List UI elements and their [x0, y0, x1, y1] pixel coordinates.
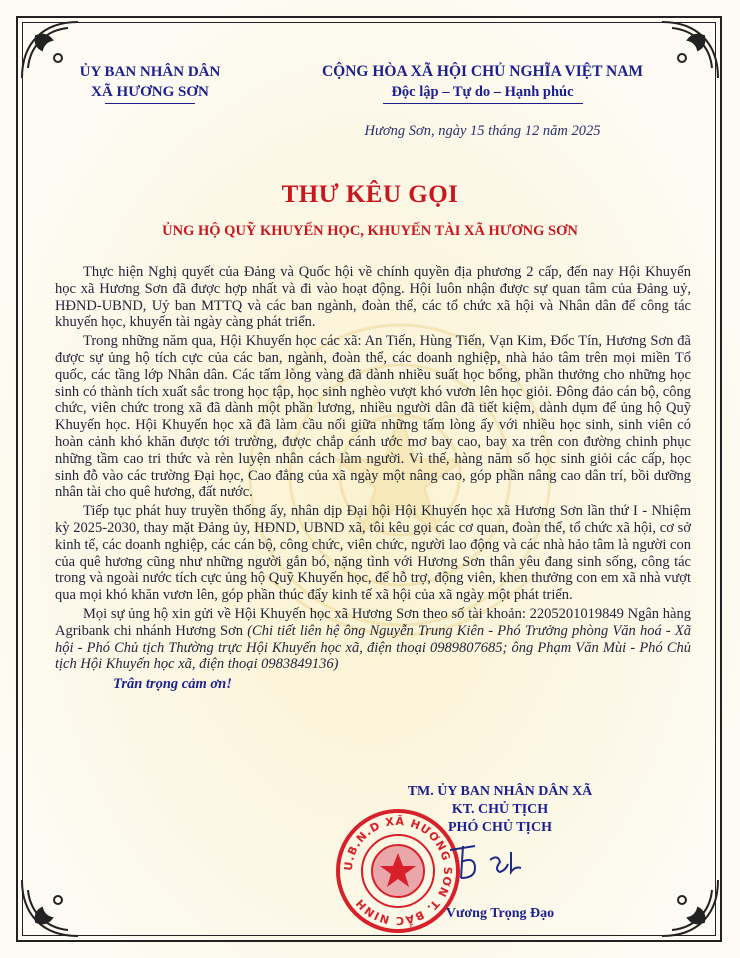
issuer-block [55, 62, 245, 104]
corner-ornament-icon [18, 868, 90, 940]
svg-text:U.B.N.D XÃ HƯƠNG SƠN T. BẮC NI: U.B.N.D XÃ HƯƠNG SƠN T. BẮC NINH [341, 814, 455, 928]
contact-details: (Chi tiết liên hệ ông Nguyễn Trung Kiên - Phó Trưởng phòng Văn hoá - Xã hội - Phó Chủ tịch Thường trực Hội Khuyến học xã, điện thoại 0989807685; ông Phạm Văn Mùi - Phó Chủ tịch Hội Khuyến học xã, điện thoại 0983849136) [55, 622, 691, 673]
issuer-line-2: XÃ HƯƠNG SƠN [91, 84, 209, 100]
bank-account-text: Mọi sự ủng hộ xin gửi về Hội Khuyến học xã Hương Sơn theo số tài khoản: 2205201019849 Ngân hàng Agribank chi nhánh Hương Sơn [55, 605, 691, 639]
document-date: Hương Sơn, ngày 15 tháng 12 năm 2025 [364, 123, 601, 139]
paragraph-4 [55, 606, 691, 673]
document-subtitle: ỦNG HỘ QUỸ KHUYẾN HỌC, KHUYẾN TÀI XÃ HƯƠNG SƠN [162, 223, 578, 239]
signature-line-3: PHÓ CHỦ TỊCH [448, 820, 552, 835]
signature-line-1: TM. ỦY BAN NHÂN DÂN XÃ [407, 784, 593, 799]
closing-thanks: Trân trọng cảm ơn! [113, 676, 232, 693]
signer-name: Vương Trọng Đạo [445, 906, 555, 921]
issuer-underline [105, 103, 195, 104]
motto-underline [383, 103, 583, 104]
document-title: THƯ KÊU GỌI [281, 181, 459, 208]
country-name: CỘNG HÒA XÃ HỘI CHỦ NGHĨA VIỆT NAM [321, 63, 644, 80]
letter-body [55, 264, 691, 693]
signature-line-2: KT. CHỦ TỊCH [451, 802, 549, 817]
issuer-line-1: ỦY BAN NHÂN DÂN [79, 64, 221, 80]
paragraph-3: Tiếp tục phát huy truyền thống ấy, nhân dịp Đại hội Hội Khuyến học xã Hương Sơn lần thứ I - Nhiệm kỳ 2025-2030, thay mặt Đảng ủy, HĐND, UBND xã, tôi kêu gọi các cơ quan, đoàn thể, tổ chức xã hội, cơ sở kinh tế, các doanh nghiệp, các cán bộ, công chức, viên chức, người lao động và các nhà hảo tâm là người con của quê hương cũng như những người gắn bó, nặng tình với Hương Sơn thân yêu đang sinh sống, công tác trong và ngoài nước tích cực ủng hộ Quỹ Khuyến học, để hỗ trợ, động viên, khen thưởng con em xã nhà vượt qua mọi khó khăn vươn lên, góp phần thúc đẩy kinh tế xã hội của xã ngày một phát triển. [55, 503, 691, 604]
national-motto: Độc lập – Tự do – Hạnh phúc [391, 84, 574, 100]
handwritten-signature-icon [445, 838, 525, 888]
paragraph-2: Trong những năm qua, Hội Khuyến học các xã: An Tiến, Hùng Tiến, Vạn Kim, Đốc Tín, Hương Sơn đã được sự ủng hộ tích cực của các ban, ngành, đoàn thể, các doanh nghiệp, nhà hảo tâm trên mọi miền Tổ quốc, các tầng lớp Nhân dân. Các tấm lòng vàng đã dành nhiều suất học bổng, phần thưởng cho những học sinh có thành tích xuất sắc trong học tập, học sinh nghèo vượt khó vươn lên học giỏi. Đông đảo cán bộ, công chức, viên chức trong xã đã dành một phần lương, nhiều người dân đã tiết kiệm, dành dụm để ủng hộ Quỹ Khuyến học. Hội Khuyến học xã đã làm cầu nối giữa những tấm lòng ấy với nhiều học sinh, sinh viên có hoàn cảnh khó khăn được tới trường, được chắp cánh ước mơ bay cao, bay xa trên con đường chinh phục những tầm cao tri thức và rèn luyện nhân cách làm người. Vì thế, hàng năm số học sinh giỏi các cấp, học sinh đỗ vào các trường Đại học, Cao đẳng của xã ngày một nâng cao, góp phần nâng cao dân trí, bồi dưỡng nhân tài cho quê hương, đất nước. [55, 333, 691, 501]
national-motto-block [285, 62, 680, 104]
paragraph-1: Thực hiện Nghị quyết của Đảng và Quốc hội về chính quyền địa phương 2 cấp, đến nay Hội Khuyến học xã Hương Sơn đã được hợp nhất và đi vào hoạt động. Hội luôn nhận được sự quan tâm của Đảng uỷ, HĐND-UBND, Uỷ ban MTTQ và các ban ngành, đoàn thể, các tổ chức xã hội và Nhân dân để công tác khuyến học, khuyến tài ngày càng phát triển. [55, 264, 691, 331]
corner-ornament-icon [650, 868, 722, 940]
